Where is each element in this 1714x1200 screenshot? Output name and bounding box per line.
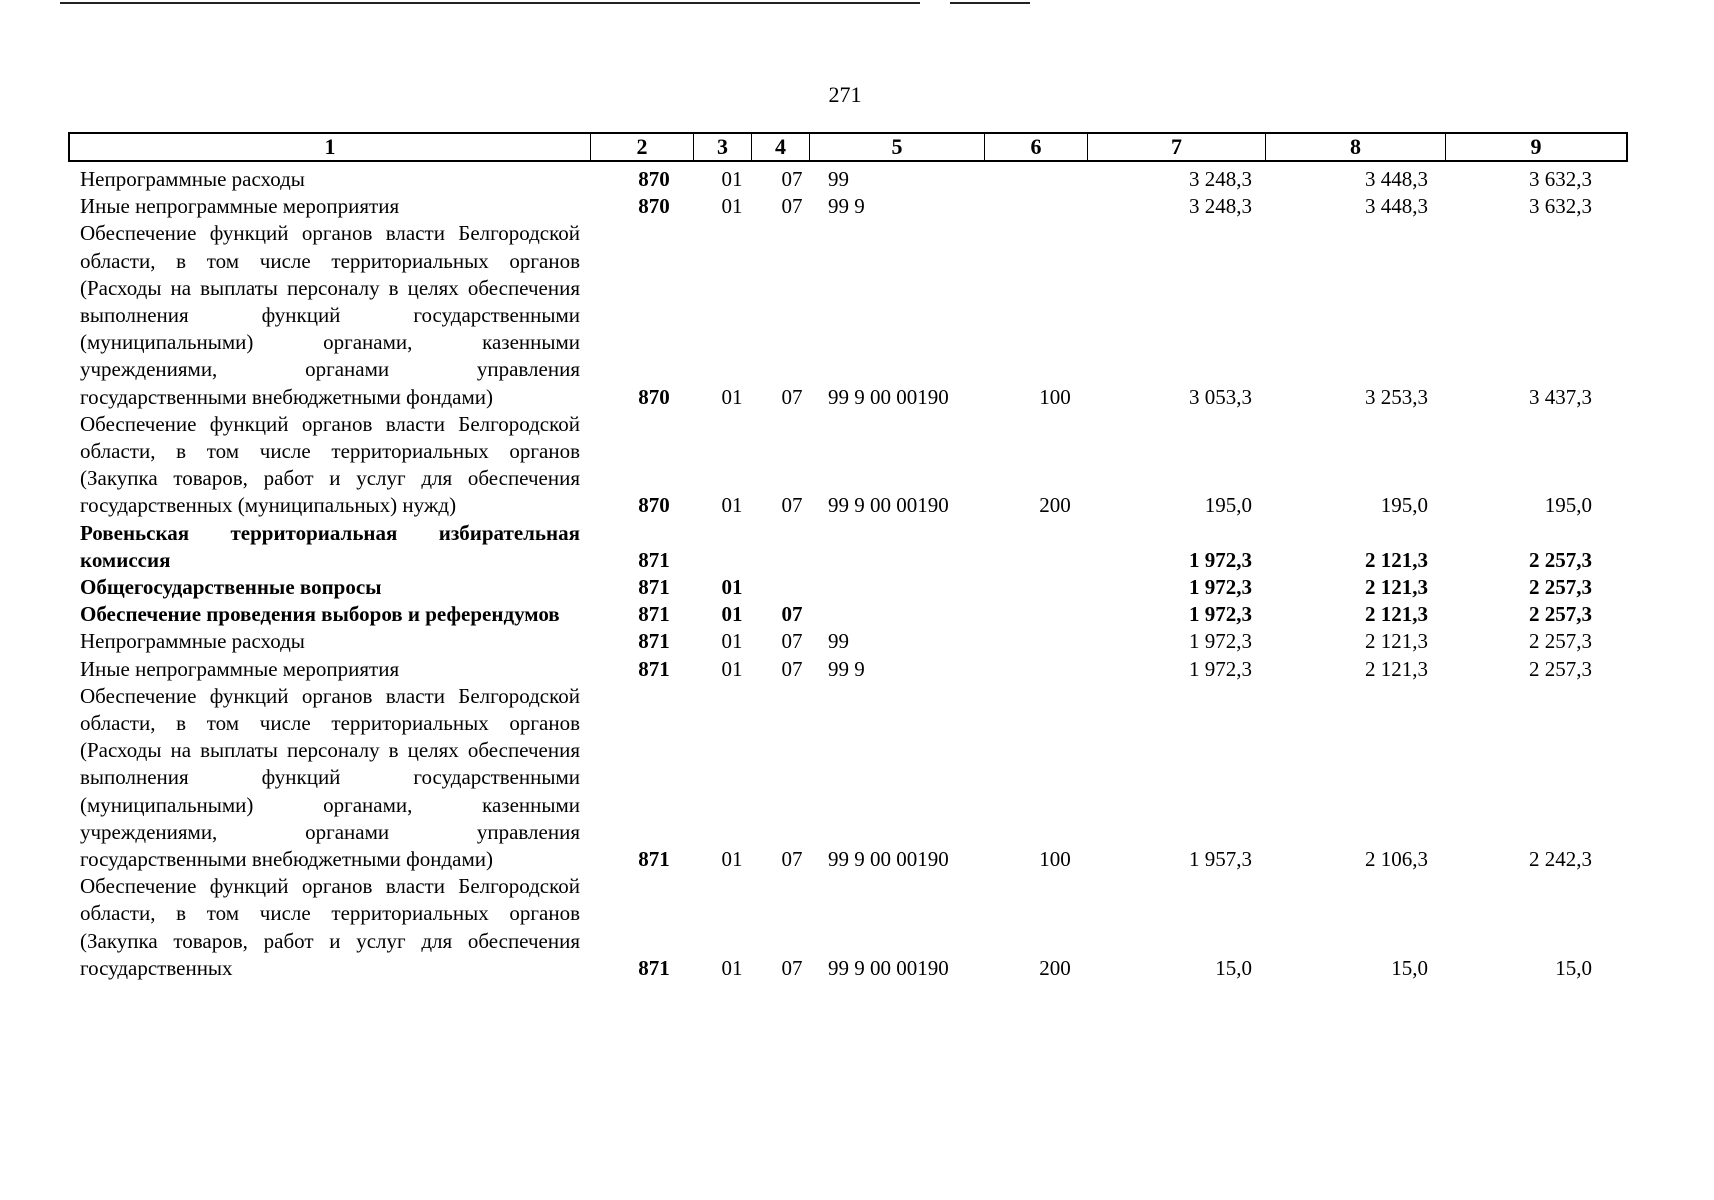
table-row bbox=[80, 601, 1640, 628]
ministry-code: 871 bbox=[638, 847, 670, 872]
column-header: 6 bbox=[984, 134, 1087, 160]
column-header: 1 bbox=[324, 134, 336, 159]
row-description: Обеспечение проведения выборов и референдумов bbox=[80, 602, 560, 627]
amount-col-8: 15,0 bbox=[1391, 955, 1428, 980]
amount-col-7: 1 972,3 bbox=[1189, 547, 1252, 572]
amount-col-8: 3 448,3 bbox=[1365, 194, 1428, 219]
table-row bbox=[80, 220, 1640, 410]
scan-artifact-line bbox=[950, 2, 1030, 4]
target-article-code: 99 9 bbox=[828, 194, 865, 219]
row-description: Иные непрограммные мероприятия bbox=[80, 194, 400, 219]
scan-artifact-line bbox=[60, 2, 920, 4]
amount-col-9: 15,0 bbox=[1555, 955, 1592, 980]
amount-col-8: 195,0 bbox=[1380, 493, 1428, 518]
table-row bbox=[80, 628, 1640, 655]
section-code: 01 bbox=[721, 629, 743, 654]
section-code: 01 bbox=[721, 194, 743, 219]
row-description: Обеспечение функций органов власти Белгородской области, в том числе территориальных органов (Закупка товаров, работ и услуг для обеспечения государственных (муниципальных) нужд) bbox=[80, 411, 580, 518]
column-header: 2 bbox=[590, 134, 693, 160]
row-description: Обеспечение функций органов власти Белгородской области, в том числе территориальных органов (Расходы на выплаты персоналу в целях обеспечения выполнения функций государственными (муниципальными) органами, казенными учреждениями, органами управления государственными внебюджетными фондами) bbox=[80, 683, 580, 872]
section-code: 01 bbox=[721, 955, 743, 980]
amount-col-9: 3 437,3 bbox=[1529, 384, 1592, 409]
row-description: Обеспечение функций органов власти Белгородской области, в том числе территориальных органов (Расходы на выплаты персоналу в целях обеспечения выполнения функций государственными (муниципальными) органами, казенными учреждениями, органами управления государственными внебюджетными фондами) bbox=[80, 221, 580, 409]
table-row bbox=[80, 411, 1640, 520]
amount-col-7: 1 972,3 bbox=[1189, 656, 1252, 681]
ministry-code: 871 bbox=[638, 955, 670, 980]
amount-col-9: 2 257,3 bbox=[1529, 656, 1592, 681]
ministry-code: 871 bbox=[638, 602, 670, 627]
row-description: Ровеньская территориальная избирательная комиссия bbox=[80, 520, 580, 572]
ministry-code: 870 bbox=[638, 384, 670, 409]
amount-col-7: 195,0 bbox=[1204, 493, 1252, 518]
section-code: 01 bbox=[721, 602, 743, 627]
amount-col-7: 1 972,3 bbox=[1189, 629, 1252, 654]
amount-col-8: 2 106,3 bbox=[1365, 847, 1428, 872]
amount-col-7: 3 053,3 bbox=[1189, 384, 1252, 409]
table-row bbox=[80, 873, 1640, 982]
ministry-code: 871 bbox=[638, 575, 670, 600]
amount-col-7: 3 248,3 bbox=[1189, 194, 1252, 219]
column-header: 7 bbox=[1087, 134, 1265, 160]
expense-kind-code: 100 bbox=[1039, 847, 1071, 872]
ministry-code: 870 bbox=[638, 194, 670, 219]
amount-col-8: 2 121,3 bbox=[1365, 602, 1428, 627]
section-code: 01 bbox=[721, 384, 743, 409]
amount-col-9: 195,0 bbox=[1544, 493, 1592, 518]
amount-col-9: 2 257,3 bbox=[1529, 547, 1592, 572]
amount-col-9: 2 242,3 bbox=[1529, 847, 1592, 872]
amount-col-7: 1 972,3 bbox=[1189, 602, 1252, 627]
amount-col-8: 2 121,3 bbox=[1365, 575, 1428, 600]
row-description: Общегосударственные вопросы bbox=[80, 575, 382, 600]
ministry-code: 871 bbox=[638, 656, 670, 681]
amount-col-9: 2 257,3 bbox=[1529, 602, 1592, 627]
row-description: Иные непрограммные мероприятия bbox=[80, 656, 400, 681]
amount-col-8: 3 448,3 bbox=[1365, 167, 1428, 191]
amount-col-9: 2 257,3 bbox=[1529, 629, 1592, 654]
subsection-code: 07 bbox=[781, 847, 803, 872]
column-header: 9 bbox=[1445, 134, 1626, 160]
target-article-code: 99 9 00 00190 bbox=[828, 847, 949, 872]
amount-col-7: 15,0 bbox=[1215, 955, 1252, 980]
row-description: Обеспечение функций органов власти Белгородской области, в том числе территориальных органов (Закупка товаров, работ и услуг для обеспечения государственных bbox=[80, 874, 580, 980]
column-header: 3 bbox=[693, 134, 751, 160]
table-row bbox=[80, 193, 1640, 220]
subsection-code: 07 bbox=[781, 167, 803, 191]
expense-kind-code: 200 bbox=[1039, 493, 1071, 518]
table-header bbox=[68, 132, 1628, 162]
subsection-code: 07 bbox=[781, 656, 803, 681]
subsection-code: 07 bbox=[781, 629, 803, 654]
target-article-code: 99 9 00 00190 bbox=[828, 384, 949, 409]
amount-col-8: 2 121,3 bbox=[1365, 629, 1428, 654]
subsection-code: 07 bbox=[781, 194, 803, 219]
target-article-code: 99 bbox=[828, 167, 849, 191]
section-code: 01 bbox=[721, 847, 743, 872]
subsection-code: 07 bbox=[781, 602, 803, 627]
amount-col-9: 2 257,3 bbox=[1529, 575, 1592, 600]
target-article-code: 99 9 00 00190 bbox=[828, 493, 949, 518]
amount-col-7: 1 972,3 bbox=[1189, 575, 1252, 600]
amount-col-9: 3 632,3 bbox=[1529, 167, 1592, 191]
subsection-code: 07 bbox=[781, 493, 803, 518]
column-header: 4 bbox=[751, 134, 809, 160]
section-code: 01 bbox=[721, 656, 743, 681]
ministry-code: 871 bbox=[638, 547, 670, 572]
table-row bbox=[80, 166, 1640, 193]
amount-col-7: 3 248,3 bbox=[1189, 167, 1252, 191]
section-code: 01 bbox=[721, 493, 743, 518]
amount-col-7: 1 957,3 bbox=[1189, 847, 1252, 872]
subsection-code: 07 bbox=[781, 955, 803, 980]
column-header: 8 bbox=[1265, 134, 1445, 160]
target-article-code: 99 9 00 00190 bbox=[828, 955, 949, 980]
subsection-code: 07 bbox=[781, 384, 803, 409]
expense-kind-code: 100 bbox=[1039, 384, 1071, 409]
ministry-code: 870 bbox=[638, 493, 670, 518]
table-row bbox=[80, 574, 1640, 601]
column-header: 5 bbox=[809, 134, 984, 160]
section-code: 01 bbox=[721, 167, 743, 191]
ministry-code: 871 bbox=[638, 629, 670, 654]
amount-col-9: 3 632,3 bbox=[1529, 194, 1592, 219]
target-article-code: 99 bbox=[828, 629, 849, 654]
row-description: Непрограммные расходы bbox=[80, 167, 305, 191]
table-body bbox=[80, 166, 1640, 982]
table-row bbox=[80, 520, 1640, 574]
expense-kind-code: 200 bbox=[1039, 955, 1071, 980]
section-code: 01 bbox=[721, 575, 743, 600]
amount-col-8: 2 121,3 bbox=[1365, 547, 1428, 572]
page-number: 271 bbox=[828, 82, 862, 107]
amount-col-8: 3 253,3 bbox=[1365, 384, 1428, 409]
target-article-code: 99 9 bbox=[828, 656, 865, 681]
table-row bbox=[80, 656, 1640, 683]
ministry-code: 870 bbox=[638, 167, 670, 191]
table-row bbox=[80, 683, 1640, 873]
amount-col-8: 2 121,3 bbox=[1365, 656, 1428, 681]
row-description: Непрограммные расходы bbox=[80, 629, 305, 654]
